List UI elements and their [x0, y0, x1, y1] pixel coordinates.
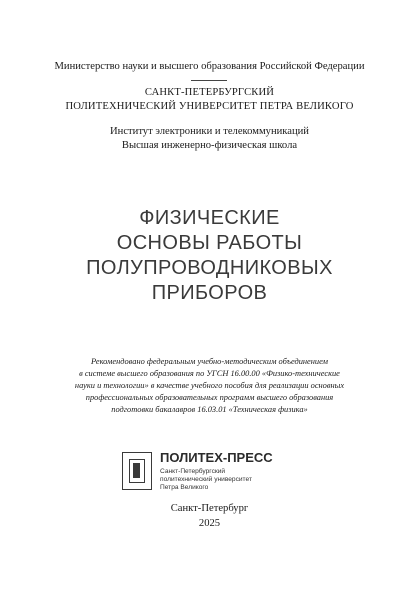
book-title-line1: ФИЗИЧЕСКИЕ [139, 207, 280, 229]
school-name: Высшая инженерно-физическая школа [121, 140, 298, 151]
imprint-year: 2025 [198, 518, 221, 529]
institute-name: Институт электроники и телекоммуникаций [110, 126, 309, 137]
politech-press-logo-icon [122, 452, 152, 490]
university-name-line1: САНКТ-ПЕТЕРБУРГСКИЙ [144, 87, 275, 98]
ministry-line: Министерство науки и высшего образования Российской Федерации [54, 61, 365, 72]
divider [191, 80, 227, 81]
publisher-subtitle-line1: Санкт-Петербургский [160, 468, 226, 475]
recommendation-line2: в системе высшего образования по УГСН 16.00.00 «Физико-технические [79, 369, 340, 378]
publisher-name: ПОЛИТЕХ-ПРЕСС [160, 450, 273, 465]
publisher-subtitle-line3: Петра Великого [160, 484, 209, 491]
recommendation-line5: подготовки бакалавров 16.03.01 «Техническая физика» [111, 405, 308, 414]
publisher-subtitle-line2: политехнический университет [160, 476, 252, 483]
book-title-line2: ОСНОВЫ РАБОТЫ [116, 232, 303, 254]
book-title-line3: ПОЛУПРОВОДНИКОВЫХ [86, 257, 333, 279]
imprint-city: Санкт-Петербург [170, 503, 249, 514]
recommendation-line1: Рекомендовано федеральным учебно-методическим объединением [91, 357, 328, 366]
recommendation-line4: профессиональных образовательных программ высшего образования [85, 393, 334, 402]
book-title-line4: ПРИБОРОВ [151, 282, 268, 304]
recommendation-line3: науки и технологии» в качестве учебного пособия для реализации основных [74, 381, 345, 390]
university-name-line2: ПОЛИТЕХНИЧЕСКИЙ УНИВЕРСИТЕТ ПЕТРА ВЕЛИКОГО [65, 101, 354, 112]
